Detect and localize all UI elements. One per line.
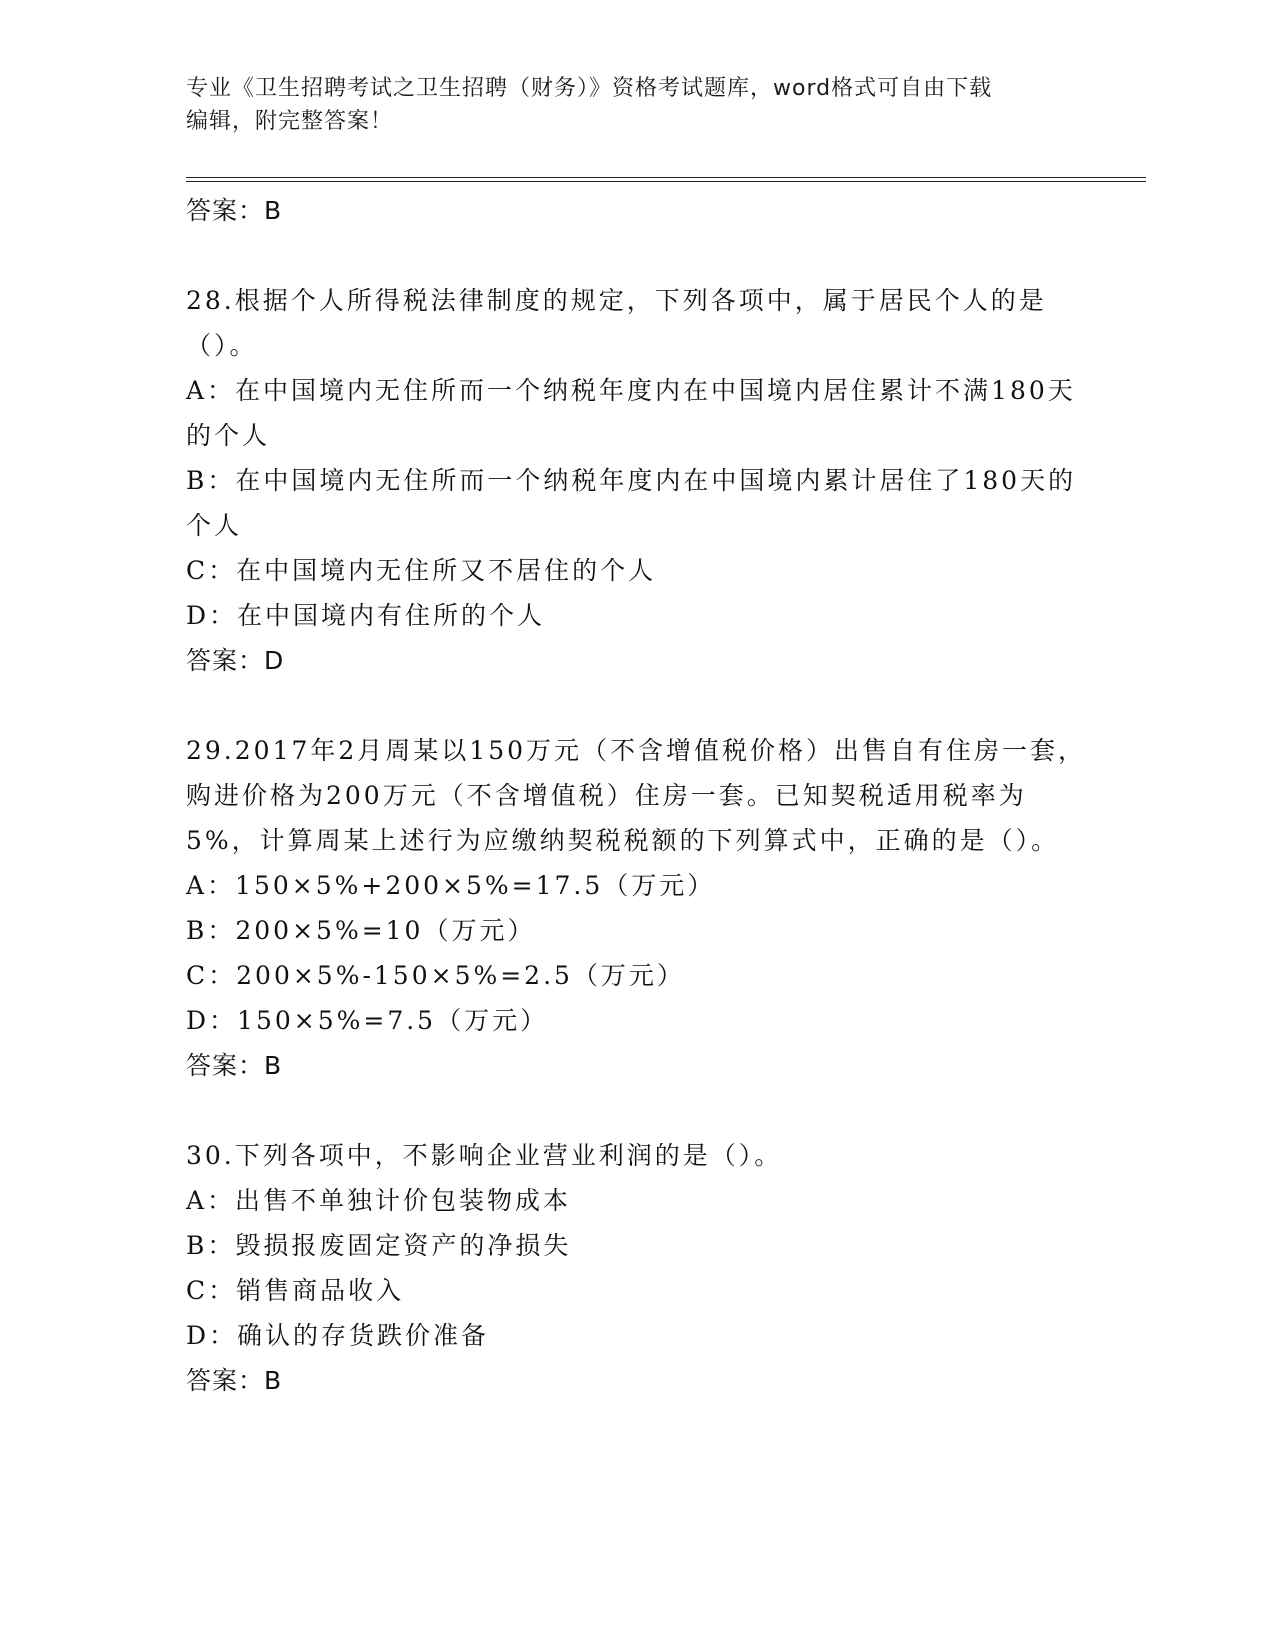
question-list bbox=[186, 188, 1086, 1403]
option-c: C：销售商品收入 bbox=[186, 1276, 405, 1305]
question-text: 29.2017年2月周某以150万元（不含增值税价格）出售自有住房一套，购进价格为200万元（不含增值税）住房一套。已知契税适用税率为5%，计算周某上述行为应缴纳契税税额的下列算式中，正确的是（）。 bbox=[186, 736, 1087, 855]
option-a: A：出售不单独计价包装物成本 bbox=[186, 1186, 572, 1215]
header-line-2: 编辑，附完整答案！ bbox=[186, 109, 394, 134]
option-b: B：在中国境内无住所而一个纳税年度内在中国境内累计居住了180天的个人 bbox=[186, 466, 1077, 540]
document-header bbox=[186, 72, 1086, 138]
option-a: A：150×5%+200×5%=17.5（万元） bbox=[186, 871, 716, 900]
header-divider-secondary bbox=[186, 181, 1146, 182]
option-d: D：确认的存货跌价准备 bbox=[186, 1321, 490, 1350]
question-text: 28.根据个人所得税法律制度的规定，下列各项中，属于居民个人的是（）。 bbox=[186, 286, 1047, 360]
option-d: D：在中国境内有住所的个人 bbox=[186, 601, 546, 630]
previous-answer: 答案：B bbox=[186, 196, 283, 225]
question-29 bbox=[186, 728, 1086, 1088]
header-divider bbox=[186, 177, 1146, 178]
header-line-1: 专业《卫生招聘考试之卫生招聘（财务）》资格考试题库，word格式可自由下载 bbox=[186, 76, 993, 101]
question-30 bbox=[186, 1133, 1086, 1403]
option-b: B：毁损报废固定资产的净损失 bbox=[186, 1231, 572, 1260]
answer: 答案：B bbox=[186, 1051, 283, 1080]
question-28 bbox=[186, 278, 1086, 683]
answer: 答案：B bbox=[186, 1366, 283, 1395]
answer: 答案：D bbox=[186, 646, 285, 675]
option-c: C：在中国境内无住所又不居住的个人 bbox=[186, 556, 657, 585]
option-a: A：在中国境内无住所而一个纳税年度内在中国境内居住累计不满180天的个人 bbox=[186, 376, 1076, 450]
question-text: 30.下列各项中，不影响企业营业利润的是（）。 bbox=[186, 1141, 783, 1170]
option-b: B：200×5%=10（万元） bbox=[186, 916, 536, 945]
option-c: C：200×5%-150×5%=2.5（万元） bbox=[186, 961, 685, 990]
option-d: D：150×5%=7.5（万元） bbox=[186, 1006, 549, 1035]
